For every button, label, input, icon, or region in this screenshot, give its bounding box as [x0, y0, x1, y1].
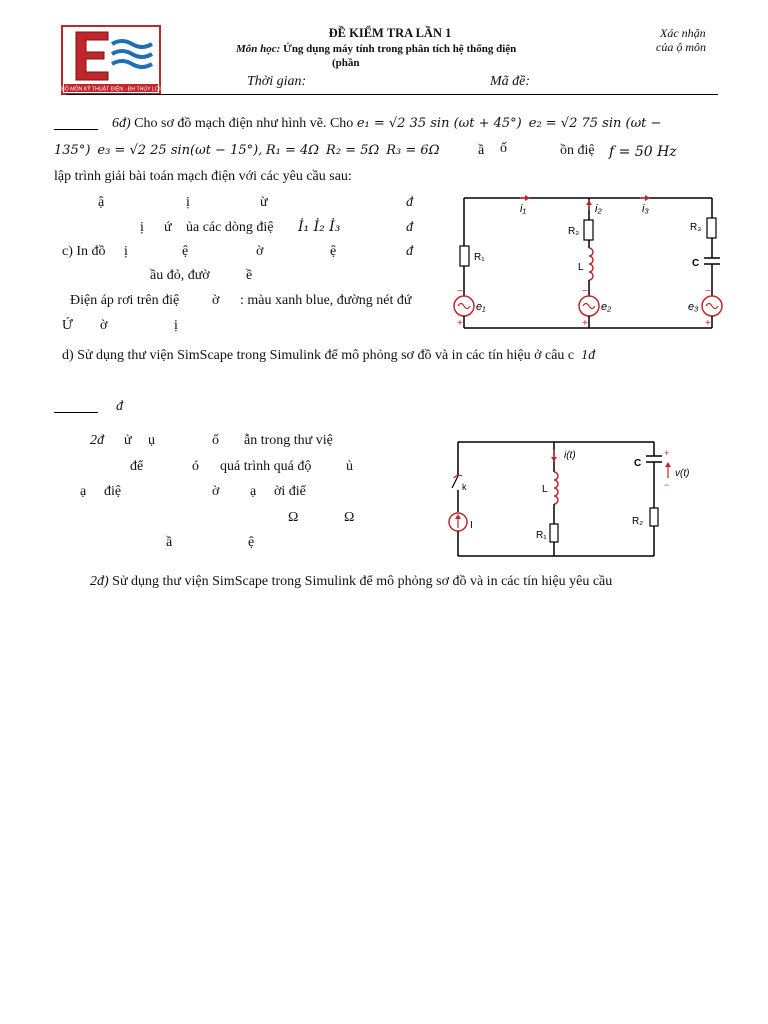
svg-text:+: + — [705, 318, 711, 329]
confirm-label-1: Xác nhận — [660, 26, 706, 40]
svg-text:−: − — [582, 286, 588, 297]
q2-frag: Ω — [288, 510, 299, 525]
q2-frag: ạ — [80, 484, 87, 499]
q2-number-blank — [54, 412, 98, 413]
q2-frag: ạ — [250, 484, 257, 499]
q1c-frag: ờ — [256, 244, 264, 259]
q1b-frag: ứ — [164, 220, 172, 235]
part-label: (phần — [332, 57, 360, 69]
q1c-frag: ị — [174, 318, 178, 333]
q2-final-line: 2đ) Sử dụng thư viện SimScape trong Simulink để mô phỏng sơ đồ và in các tín hiệu yêu cầu — [90, 574, 613, 589]
subject-line: Môn học: Ứng dụng máy tính trong phân tích hệ thống điện — [236, 43, 517, 55]
svg-text:e₃: e₃ — [688, 301, 699, 313]
q1c-frag: ờ — [212, 293, 220, 308]
exam-code-label: Mã đề: — [490, 74, 531, 89]
svg-text:R₂: R₂ — [568, 226, 580, 237]
logo-caption: BỘ MÔN KỸ THUẬT ĐIỆN - ĐH THỦY LỢI — [61, 86, 161, 93]
svg-text:R₂: R₂ — [632, 516, 644, 527]
header-divider — [66, 94, 718, 95]
q1c-frag: : màu xanh blue, đường nét đứ — [240, 293, 412, 308]
q2-frag: ầ — [166, 535, 173, 550]
q1c-frag: ờ — [100, 318, 108, 333]
svg-text:v(t): v(t) — [675, 468, 690, 479]
q1c-frag: ề — [246, 268, 253, 283]
q2-frag: điệ — [104, 484, 122, 499]
time-label: Thời gian: — [247, 74, 307, 89]
q2-frag: để — [130, 459, 144, 474]
svg-text:−: − — [705, 286, 711, 297]
q1-number-blank — [54, 129, 98, 130]
exam-title: ĐỀ KIỂM TRA LẦN 1 — [328, 26, 452, 40]
q2-frag: ố — [212, 433, 219, 448]
circuit-2-diagram — [446, 436, 690, 562]
svg-text:+: + — [457, 318, 463, 329]
q2-frag: ử — [124, 433, 132, 448]
svg-text:e₂: e₂ — [601, 301, 612, 313]
q1c-frag: ệ — [182, 244, 189, 259]
q1b-frag: ị — [140, 220, 144, 235]
svg-text:C: C — [692, 258, 700, 269]
department-logo — [62, 26, 160, 94]
q1c-frag: ầu đỏ, đườ — [150, 268, 210, 283]
q2-frag: Ω — [344, 510, 355, 525]
svg-text:I: I — [470, 520, 473, 531]
svg-text:e₁: e₁ — [476, 301, 486, 313]
q1c-frag: Ứ — [62, 318, 73, 333]
svg-text:i₃: i₃ — [642, 203, 649, 215]
svg-text:L: L — [542, 484, 548, 495]
svg-text:R₃: R₃ — [690, 222, 702, 233]
svg-text:−: − — [457, 286, 463, 297]
q2-frag: ệ — [248, 535, 255, 550]
q1-frag: ồn điệ — [560, 143, 595, 158]
frequency-value: f = 50 Hz — [609, 144, 677, 160]
current-symbols: İ₁ İ₂ İ₃ — [298, 219, 341, 235]
q1-line-1: 6đ) Cho sơ đồ mạch điện như hình vẽ. Cho e₁ = √2 35 sin (ωt + 45°) e₂ = √2 75 sin (ωt − — [112, 116, 662, 131]
q1b-frag: ủa các dòng điệ — [186, 220, 274, 235]
svg-text:C: C — [634, 458, 642, 469]
svg-text:k: k — [462, 482, 467, 492]
svg-text:R₁: R₁ — [536, 530, 547, 541]
q2-frag: ó — [192, 459, 199, 474]
q2-frag: quá trình quá độ — [220, 459, 312, 474]
q2-frag: 2đ — [90, 433, 104, 448]
confirm-label-2: của ộ môn — [656, 40, 706, 54]
svg-text:i₂: i₂ — [595, 203, 602, 215]
q1d-line: d) Sử dụng thư viện SimScape trong Simulink để mô phỏng sơ đồ và in các tín hiệu ở câu c 1đ — [62, 348, 596, 363]
q1c-frag: đ — [406, 244, 413, 259]
q1c-frag: Điện áp rơi trên điệ — [70, 293, 180, 308]
q1c-frag: c) In đồ — [62, 244, 106, 259]
q1b-frag: đ — [406, 220, 413, 235]
q1a-frag: ậ — [98, 195, 105, 210]
q1-frag: ầ — [478, 143, 485, 158]
svg-text:−: − — [664, 480, 670, 490]
q2-frag: ủ — [346, 459, 353, 474]
q2-frag: ẫn trong thư việ — [244, 433, 333, 448]
q1a-frag: ừ — [260, 195, 268, 210]
q1a-frag: ị — [186, 195, 190, 210]
q2-frag: ờ — [212, 484, 220, 499]
q2-frag: ụ — [148, 433, 155, 448]
svg-text:i(t): i(t) — [564, 450, 576, 461]
svg-text:+: + — [664, 448, 670, 458]
svg-text:R₁: R₁ — [474, 252, 485, 263]
q1a-frag: đ — [406, 195, 413, 210]
svg-text:+: + — [582, 318, 588, 329]
q2-points: đ — [116, 399, 123, 414]
q1-frag: ố — [500, 141, 507, 156]
q1c-frag: ị — [124, 244, 128, 259]
q1-line-2: 135°) e₃ = √2 25 sin(ωt − 15°), R₁ = 4Ω R₂ = 5Ω R₃ = 6Ω — [54, 143, 440, 158]
q2-frag: ời điể — [274, 484, 306, 499]
q1-line-3: lập trình giải bài toán mạch điện với các yêu cầu sau: — [54, 169, 352, 184]
svg-text:i₁: i₁ — [520, 203, 526, 215]
circuit-1-diagram — [452, 190, 724, 336]
svg-text:L: L — [578, 262, 584, 273]
q1c-frag: ệ — [330, 244, 337, 259]
